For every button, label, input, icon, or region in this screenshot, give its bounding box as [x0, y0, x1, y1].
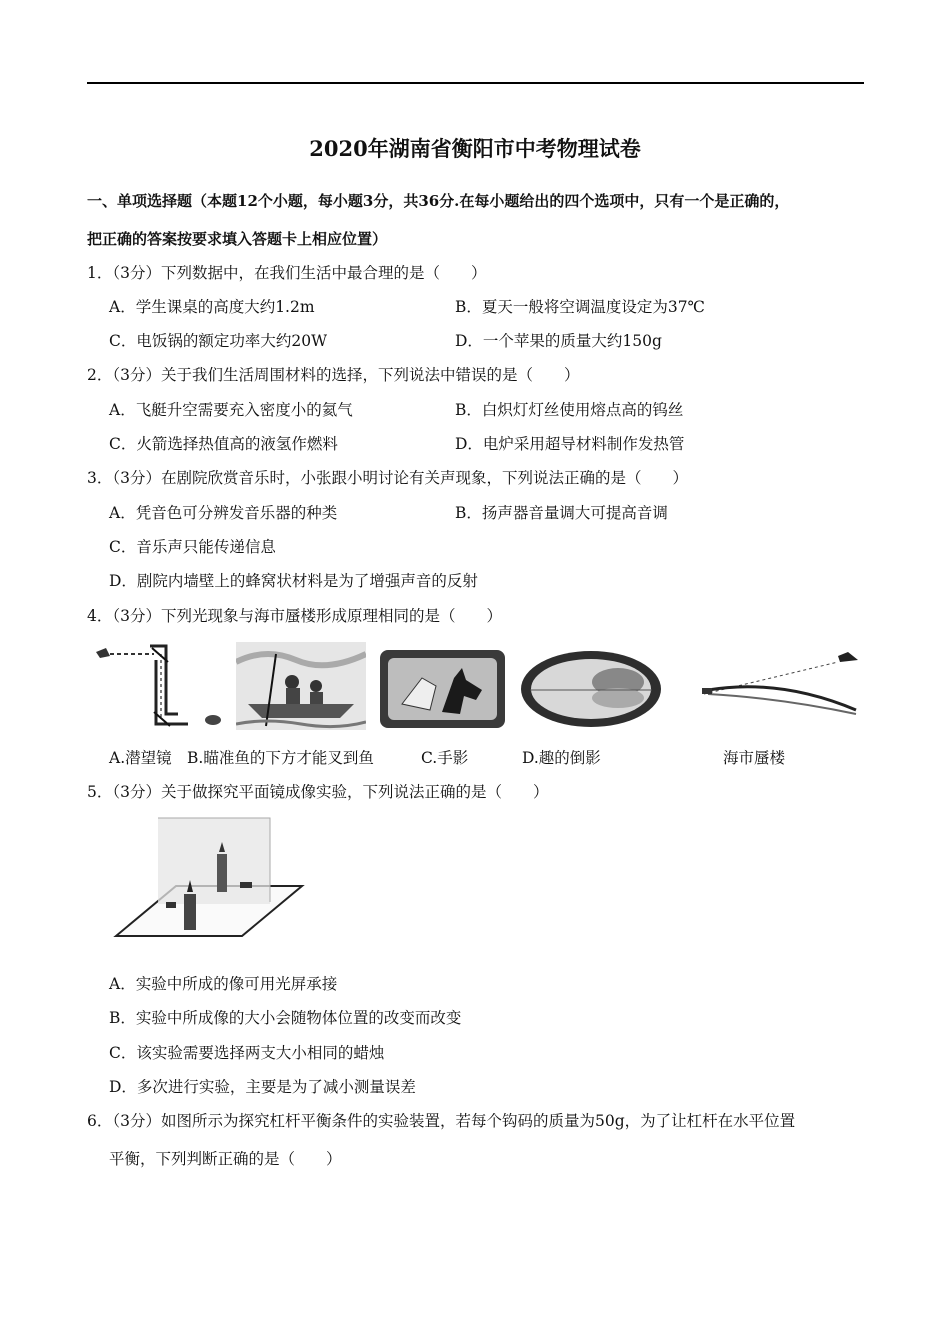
question-3-option-c: C．音乐声只能传递信息 — [109, 538, 276, 556]
question-6-stem-line1: 6．（3分）如图所示为探究杠杆平衡条件的实验装置，若每个钩码的质量为50g，为了让杠杆在水平位置 — [87, 1112, 796, 1130]
section-heading-line2: 把正确的答案按要求填入答题卡上相应位置） — [87, 230, 388, 248]
question-2-option-b: B．白炽灯灯丝使用熔点高的钨丝 — [455, 401, 684, 419]
question-5-option-b: B．实验中所成像的大小会随物体位置的改变而改变 — [109, 1009, 462, 1027]
question-1-option-b: B．夏天一般将空调温度设定为37℃ — [455, 298, 705, 316]
question-3-stem: 3．（3分）在剧院欣赏音乐时，小张跟小明讨论有关声现象，下列说法正确的是（ ） — [87, 469, 688, 487]
spearing-fish-figure — [236, 642, 366, 730]
question-5-stem: 5．（3分）关于做探究平面镜成像实验，下列说法正确的是（ ） — [87, 783, 549, 801]
question-5-option-a: A．实验中所成的像可用光屏承接 — [109, 975, 338, 993]
reflection-figure — [520, 650, 662, 728]
question-5-option-d: D．多次进行实验，主要是为了减小测量误差 — [109, 1078, 416, 1096]
question-2-stem: 2．（3分）关于我们生活周围材料的选择，下列说法中错误的是（ ） — [87, 366, 580, 384]
question-4-caption-b: B.瞄准鱼的下方才能叉到鱼 — [187, 749, 374, 767]
question-4-caption-e: 海市蜃楼 — [723, 749, 786, 767]
question-2-option-d: D．电炉采用超导材料制作发热管 — [455, 435, 685, 453]
question-4-caption-d: D.趣的倒影 — [522, 749, 601, 767]
question-3-option-a: A．凭音色可分辨发音乐器的种类 — [109, 504, 338, 522]
question-1-option-c: C．电饭锅的额定功率大约20W — [109, 332, 328, 350]
question-4-stem: 4．（3分）下列光现象与海市蜃楼形成原理相同的是（ ） — [87, 607, 502, 625]
plane-mirror-figure — [110, 812, 310, 952]
question-6-stem-line2: 平衡，下列判断正确的是（ ） — [109, 1150, 342, 1168]
page-title: 2020年湖南省衡阳市中考物理试卷 — [309, 136, 641, 161]
question-1-option-d: D．一个苹果的质量大约150g — [455, 332, 662, 350]
section-heading-line1: 一、单项选择题（本题12个小题，每小题3分，共36分.在每小题给出的四个选项中，只有一个是正确的， — [87, 192, 790, 210]
question-4-caption-a: A.潜望镜 — [109, 749, 172, 767]
question-3-option-d: D．剧院内墙壁上的蜂窝状材料是为了增强声音的反射 — [109, 572, 478, 590]
question-1-option-a: A．学生课桌的高度大约1.2m — [109, 298, 315, 316]
mirage-figure — [700, 648, 862, 720]
question-3-option-b: B．扬声器音量调大可提高音调 — [455, 504, 668, 522]
question-1-stem: 1．（3分）下列数据中，在我们生活中最合理的是（ ） — [87, 264, 487, 282]
hand-shadow-figure — [380, 650, 505, 728]
periscope-figure — [92, 642, 227, 730]
question-4-caption-c: C.手影 — [421, 749, 469, 767]
question-2-option-a: A．飞艇升空需要充入密度小的氦气 — [109, 401, 353, 419]
question-5-option-c: C．该实验需要选择两支大小相同的蜡烛 — [109, 1044, 385, 1062]
question-2-option-c: C．火箭选择热值高的液氢作燃料 — [109, 435, 338, 453]
header-rule — [87, 82, 864, 84]
